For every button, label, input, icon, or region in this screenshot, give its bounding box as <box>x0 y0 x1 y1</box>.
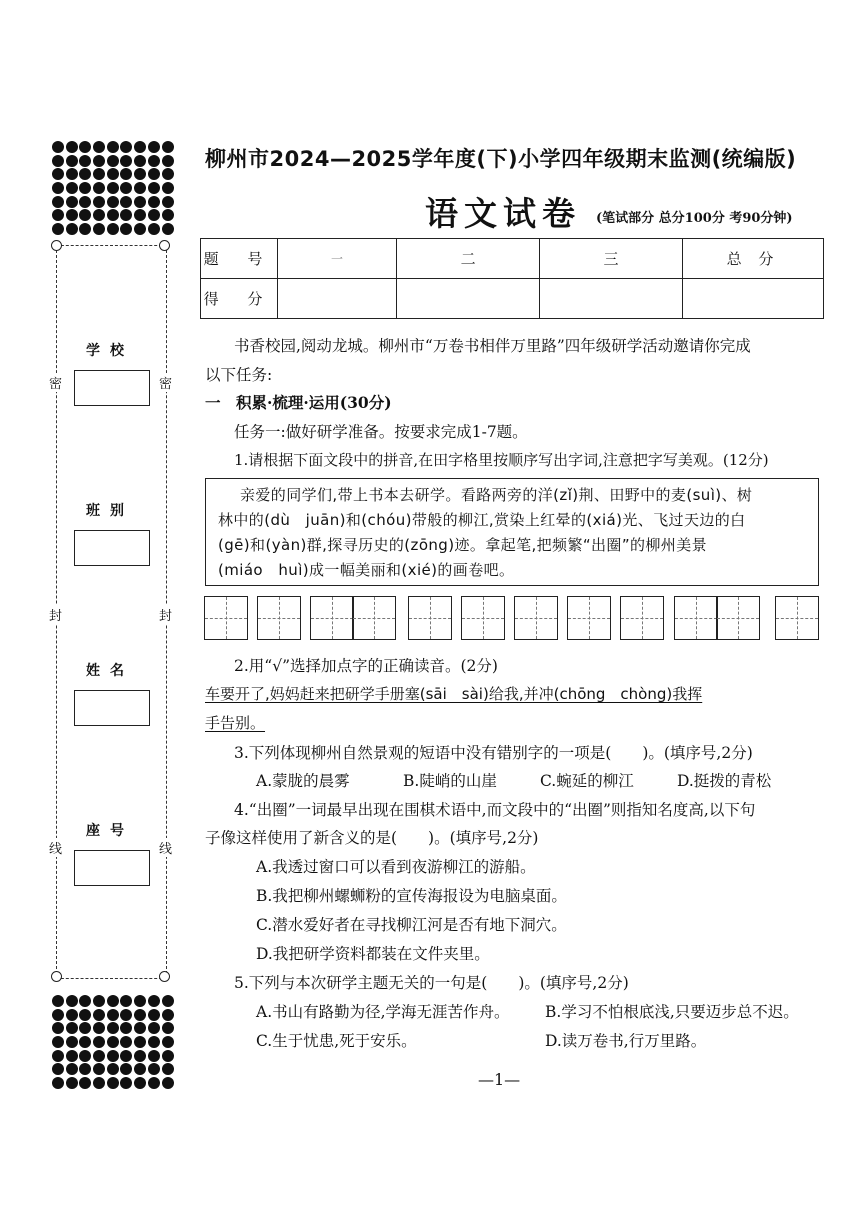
dot-icon <box>52 1077 64 1089</box>
dot-icon <box>134 141 146 153</box>
dot-icon <box>66 196 78 208</box>
writing-grid[interactable] <box>675 596 760 640</box>
dot-icon <box>162 141 174 153</box>
dot-icon <box>79 168 91 180</box>
dot-icon <box>79 1036 91 1048</box>
option-a[interactable]: A.我透过窗口可以看到夜游柳江的游船。 <box>256 858 536 876</box>
dot-icon <box>79 1022 91 1034</box>
option-b[interactable]: B.我把柳州螺蛳粉的宣传海报设为电脑桌面。 <box>256 887 567 905</box>
school-label: 学校 <box>86 343 134 359</box>
dot-icon <box>52 1036 64 1048</box>
writing-grid[interactable] <box>515 596 558 640</box>
dot-icon <box>66 1063 78 1075</box>
dot-icon <box>107 182 119 194</box>
dot-icon <box>162 223 174 235</box>
dot-icon <box>107 196 119 208</box>
question-3-prompt: 3.下列体现柳州自然景观的短语中没有错别字的一项是( )。(填序号,2分) <box>234 744 753 762</box>
option-b[interactable]: B.陡峭的山崖 <box>403 772 497 790</box>
dot-icon <box>66 209 78 221</box>
dot-icon <box>134 1036 146 1048</box>
dot-icon <box>93 1009 105 1021</box>
dot-icon <box>120 1050 132 1062</box>
dot-icon <box>134 1050 146 1062</box>
dot-icon <box>162 1022 174 1034</box>
passage-line: 林中的(dù juān)和(chóu)带般的柳江,赏染上红晕的(xiá)光、飞过天边的白 <box>218 511 746 529</box>
dot-icon <box>93 196 105 208</box>
dot-icon <box>107 155 119 167</box>
dot-icon <box>66 141 78 153</box>
dot-icon <box>162 182 174 194</box>
dot-icon <box>66 168 78 180</box>
dot-icon <box>79 1063 91 1075</box>
dot-icon <box>162 1050 174 1062</box>
option-a[interactable]: A.蒙胧的晨雾 <box>256 772 350 790</box>
dot-icon <box>79 196 91 208</box>
dot-icon <box>66 182 78 194</box>
dot-icon <box>148 155 160 167</box>
dot-icon <box>107 1036 119 1048</box>
dot-icon <box>134 196 146 208</box>
dot-icon <box>79 182 91 194</box>
exam-title: 柳州市2024—2025学年度(下)小学四年级期末监测(统编版) <box>205 147 797 171</box>
column-header: 三 <box>540 239 683 279</box>
dot-icon <box>52 1009 64 1021</box>
dot-icon <box>148 995 160 1007</box>
decorative-dot-pattern-bottom <box>52 995 175 1091</box>
dot-icon <box>162 1036 174 1048</box>
dot-icon <box>107 168 119 180</box>
dot-icon <box>120 182 132 194</box>
intro-text: 书香校园,阅动龙城。柳州市“万卷书相伴万里路”四年级研学活动邀请你完成 <box>234 337 751 355</box>
class-label: 班别 <box>86 503 134 519</box>
dot-icon <box>107 1077 119 1089</box>
dot-icon <box>120 1036 132 1048</box>
dot-icon <box>162 168 174 180</box>
dot-icon <box>120 995 132 1007</box>
dot-icon <box>148 196 160 208</box>
dot-icon <box>107 995 119 1007</box>
dot-icon <box>134 182 146 194</box>
question-2-sentence: 手告别。 <box>205 714 266 732</box>
dot-icon <box>134 1077 146 1089</box>
score-table <box>200 238 824 319</box>
dot-icon <box>52 141 64 153</box>
name-field[interactable] <box>74 690 150 726</box>
option-a[interactable]: A.书山有路勤为径,学海无涯苦作舟。 <box>256 1003 510 1021</box>
dot-icon <box>148 1050 160 1062</box>
score-cell[interactable] <box>278 279 397 319</box>
option-b[interactable]: B.学习不怕根底浅,只要迈步总不迟。 <box>545 1003 799 1021</box>
dot-icon <box>66 1050 78 1062</box>
dot-icon <box>52 1063 64 1075</box>
score-cell[interactable] <box>540 279 683 319</box>
seal-mark-feng: 封 <box>159 605 172 624</box>
score-cell[interactable] <box>397 279 540 319</box>
dot-icon <box>107 141 119 153</box>
dot-icon <box>79 1077 91 1089</box>
writing-grid[interactable] <box>621 596 664 640</box>
writing-grid[interactable] <box>462 596 505 640</box>
intro-text: 以下任务: <box>205 366 273 384</box>
dot-icon <box>107 1022 119 1034</box>
dot-icon <box>120 155 132 167</box>
passage-line: 亲爱的同学们,带上书本去研学。看路两旁的洋(zǐ)荆、田野中的麦(suì)、树 <box>240 486 753 504</box>
class-field[interactable] <box>74 530 150 566</box>
dot-icon <box>120 209 132 221</box>
dot-icon <box>107 223 119 235</box>
dot-icon <box>148 141 160 153</box>
option-c[interactable]: C.潜水爱好者在寻找柳江河是否有地下洞穴。 <box>256 916 567 934</box>
dot-icon <box>93 168 105 180</box>
dot-icon <box>148 1022 160 1034</box>
dot-icon <box>93 1022 105 1034</box>
dot-icon <box>79 209 91 221</box>
dot-icon <box>66 1009 78 1021</box>
seat-field[interactable] <box>74 850 150 886</box>
dot-icon <box>52 209 64 221</box>
dot-icon <box>107 1063 119 1075</box>
column-header: 一 <box>278 239 397 279</box>
option-d[interactable]: D.挺拨的青松 <box>677 772 772 790</box>
dot-icon <box>52 155 64 167</box>
writing-grid[interactable] <box>205 596 248 640</box>
dot-icon <box>134 223 146 235</box>
subject-title: 语文试卷 <box>425 194 581 233</box>
dot-icon <box>79 1050 91 1062</box>
dot-icon <box>79 141 91 153</box>
dot-icon <box>148 1063 160 1075</box>
dot-icon <box>93 209 105 221</box>
exam-info: (笔试部分 总分100分 考90分钟) <box>596 211 793 226</box>
dot-icon <box>120 223 132 235</box>
dot-icon <box>148 223 160 235</box>
question-2-prompt: 2.用“√”选择加点字的正确读音。(2分) <box>234 657 498 675</box>
dot-icon <box>162 209 174 221</box>
dot-icon <box>93 1050 105 1062</box>
passage-box <box>205 478 819 586</box>
dot-icon <box>162 995 174 1007</box>
dot-icon <box>93 182 105 194</box>
seal-mark-mi: 密 <box>49 373 62 392</box>
question-4-prompt: 4.“出圈”一词最早出现在围棋术语中,而文段中的“出圈”则指知名度高,以下句 <box>234 801 756 819</box>
ring-icon <box>159 971 170 982</box>
dot-icon <box>162 1077 174 1089</box>
dot-icon <box>52 182 64 194</box>
question-1-prompt: 1.请根据下面文段中的拼音,在田字格里按顺序写出字词,注意把字写美观。(12分) <box>234 451 769 469</box>
writing-grid[interactable] <box>258 596 301 640</box>
task-text: 任务一:做好研学准备。按要求完成1-7题。 <box>234 423 528 441</box>
dot-icon <box>120 1009 132 1021</box>
passage-line: (miáo huì)成一幅美丽和(xié)的画卷吧。 <box>218 561 515 579</box>
dot-icon <box>93 1063 105 1075</box>
dot-icon <box>93 1077 105 1089</box>
row-label: 题 号 <box>201 239 278 279</box>
dot-icon <box>107 209 119 221</box>
dot-icon <box>120 1077 132 1089</box>
dot-icon <box>93 223 105 235</box>
dot-icon <box>148 1036 160 1048</box>
dot-icon <box>66 1022 78 1034</box>
dot-icon <box>134 1009 146 1021</box>
dot-icon <box>162 1009 174 1021</box>
dot-icon <box>148 182 160 194</box>
name-label: 姓名 <box>86 663 134 679</box>
school-field[interactable] <box>74 370 150 406</box>
dot-icon <box>134 168 146 180</box>
dot-icon <box>66 995 78 1007</box>
dot-icon <box>148 209 160 221</box>
ring-icon <box>159 240 170 251</box>
ring-icon <box>51 971 62 982</box>
dot-icon <box>148 1077 160 1089</box>
ring-icon <box>51 240 62 251</box>
option-d[interactable]: D.我把研学资料都装在文件夹里。 <box>256 945 490 963</box>
dot-icon <box>107 1009 119 1021</box>
option-c[interactable]: C.蜿延的柳江 <box>540 772 634 790</box>
dot-icon <box>79 1009 91 1021</box>
dot-icon <box>107 1050 119 1062</box>
section-heading: 一 积累·梳理·运用(30分) <box>205 393 392 412</box>
decorative-dot-pattern-top <box>52 141 175 237</box>
seat-label: 座号 <box>86 823 134 839</box>
dot-icon <box>52 1022 64 1034</box>
writing-grid[interactable] <box>776 596 819 640</box>
writing-grid[interactable] <box>311 596 396 640</box>
dot-icon <box>148 168 160 180</box>
dot-icon <box>148 1009 160 1021</box>
seal-mark-mi: 密 <box>159 373 172 392</box>
dot-icon <box>120 168 132 180</box>
page-number: —1— <box>478 1070 521 1089</box>
row-label: 得 分 <box>201 279 278 319</box>
dot-icon <box>93 1036 105 1048</box>
question-2-sentence: 车要开了,妈妈赶来把研学手册塞(sāi sài)给我,并冲(chōng chòng)我挥 <box>205 685 703 703</box>
dot-icon <box>66 1036 78 1048</box>
dot-icon <box>120 1063 132 1075</box>
dot-icon <box>52 168 64 180</box>
writing-grid[interactable] <box>409 596 452 640</box>
dot-icon <box>162 1063 174 1075</box>
writing-grid[interactable] <box>568 596 611 640</box>
question-4-prompt: 子像这样使用了新含义的是( )。(填序号,2分) <box>205 829 539 847</box>
passage-line: (gē)和(yàn)群,探寻历史的(zōng)迹。拿起笔,把频繁“出圈”的柳州美景 <box>218 536 707 554</box>
dot-icon <box>79 995 91 1007</box>
column-header: 二 <box>397 239 540 279</box>
column-header: 总 分 <box>683 239 824 279</box>
option-d[interactable]: D.读万卷书,行万里路。 <box>545 1032 707 1050</box>
dot-icon <box>52 995 64 1007</box>
dot-icon <box>79 155 91 167</box>
seal-mark-feng: 封 <box>49 605 62 624</box>
dot-icon <box>134 1063 146 1075</box>
table-row <box>201 279 824 319</box>
option-c[interactable]: C.生于忧患,死于安乐。 <box>256 1032 417 1050</box>
dot-icon <box>93 995 105 1007</box>
dot-icon <box>52 196 64 208</box>
dot-icon <box>134 209 146 221</box>
dot-icon <box>120 1022 132 1034</box>
dot-icon <box>66 223 78 235</box>
dot-icon <box>162 196 174 208</box>
dot-icon <box>134 155 146 167</box>
dot-icon <box>66 1077 78 1089</box>
question-5-prompt: 5.下列与本次研学主题无关的一句是( )。(填序号,2分) <box>234 974 629 992</box>
dot-icon <box>120 196 132 208</box>
dot-icon <box>93 155 105 167</box>
dot-icon <box>134 995 146 1007</box>
dot-icon <box>134 1022 146 1034</box>
dot-icon <box>66 155 78 167</box>
dot-icon <box>120 141 132 153</box>
dot-icon <box>52 1050 64 1062</box>
seal-mark-xian: 线 <box>159 838 172 857</box>
dot-icon <box>52 223 64 235</box>
dot-icon <box>79 223 91 235</box>
dot-icon <box>162 155 174 167</box>
dot-icon <box>93 141 105 153</box>
score-cell[interactable] <box>683 279 824 319</box>
seal-mark-xian: 线 <box>49 838 62 857</box>
table-row <box>201 239 824 279</box>
